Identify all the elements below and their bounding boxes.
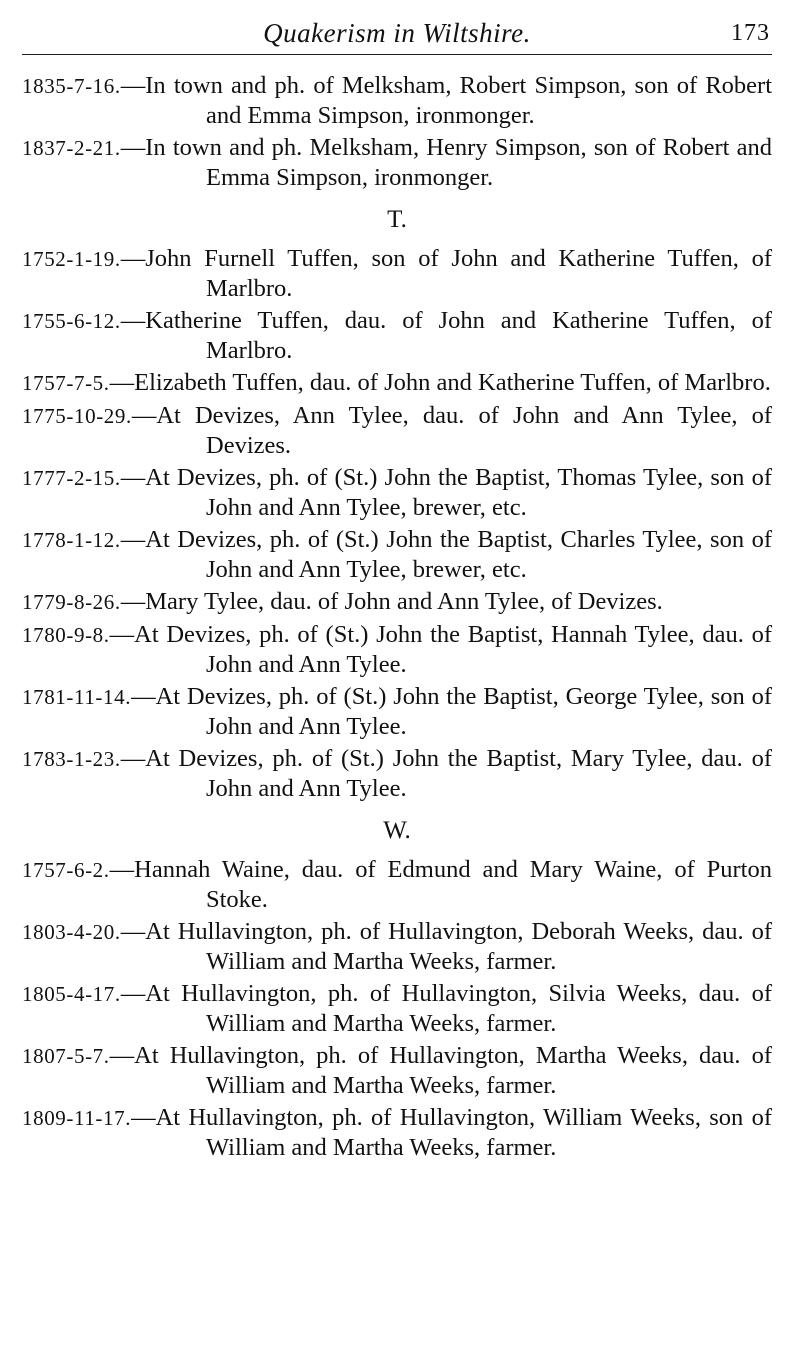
- section-heading: T.: [387, 206, 407, 233]
- entry-text: —Mary Tylee, dau. of John and Ann Tylee, of Devizes.: [120, 588, 663, 615]
- entry-text: —At Devizes, Ann Tylee, dau. of John and Ann Tylee, of Devizes.: [131, 402, 772, 459]
- running-head: [22, 14, 772, 55]
- register-entry: [22, 682, 772, 741]
- register-entry: [22, 855, 772, 914]
- entry-date: 1809-11-17.: [22, 1106, 132, 1130]
- register-entry: [22, 979, 772, 1038]
- entry-text: —At Devizes, ph. of (St.) John the Baptist, Hannah Tylee, dau. of John and Ann Tylee.: [109, 621, 772, 678]
- entry-text: —At Devizes, ph. of (St.) John the Baptist, George Tylee, son of John and Ann Tylee.: [131, 683, 772, 740]
- register-entry: [22, 401, 772, 460]
- entry-text: —Elizabeth Tuffen, dau. of John and Katherine Tuffen, of Marlbro.: [109, 369, 771, 396]
- entry-date: 1835-7-16.: [22, 74, 121, 98]
- register-entry: [22, 917, 772, 976]
- entry-date: 1757-6-2.: [22, 858, 110, 882]
- entry-text: —At Hullavington, ph. of Hullavington, Deborah Weeks, dau. of William and Martha Weeks, farmer.: [120, 918, 772, 975]
- entry-text: —At Hullavington, ph. of Hullavington, William Weeks, son of William and Martha Weeks, farmer.: [131, 1104, 772, 1161]
- register-entry: [22, 71, 772, 130]
- register-entry: [22, 525, 772, 584]
- entry-text: —At Devizes, ph. of (St.) John the Baptist, Charles Tylee, son of John and Ann Tylee, brewer, etc.: [120, 526, 772, 583]
- page-number: 173: [731, 20, 770, 46]
- register-entry: [22, 306, 772, 365]
- entry-list: [22, 71, 772, 1162]
- register-entry: [22, 1041, 772, 1100]
- entry-text: —At Devizes, ph. of (St.) John the Baptist, Mary Tylee, dau. of John and Ann Tylee.: [120, 745, 772, 802]
- entry-date: 1752-1-19.: [22, 247, 121, 271]
- entry-text: —At Hullavington, ph. of Hullavington, Silvia Weeks, dau. of William and Martha Weeks, farmer.: [120, 980, 772, 1037]
- entry-date: 1775-10-29.: [22, 404, 132, 428]
- entry-date: 1780-9-8.: [22, 623, 110, 647]
- entry-date: 1777-2-15.: [22, 466, 121, 490]
- entry-date: 1757-7-5.: [22, 371, 110, 395]
- entry-text: —In town and ph. Melksham, Henry Simpson, son of Robert and Emma Simpson, ironmonger.: [120, 134, 772, 191]
- entry-text: —Hannah Waine, dau. of Edmund and Mary Waine, of Purton Stoke.: [109, 856, 772, 913]
- entry-date: 1803-4-20.: [22, 920, 121, 944]
- entry-date: 1781-11-14.: [22, 685, 132, 709]
- running-title: Quakerism in Wiltshire.: [263, 18, 531, 48]
- entry-text: —In town and ph. of Melksham, Robert Simpson, son of Robert and Emma Simpson, ironmonger.: [120, 72, 772, 129]
- register-entry: [22, 244, 772, 303]
- entry-date: 1778-1-12.: [22, 528, 121, 552]
- entry-date: 1779-8-26.: [22, 590, 121, 614]
- entry-text: —Katherine Tuffen, dau. of John and Katherine Tuffen, of Marlbro.: [120, 307, 772, 364]
- entry-text: —At Devizes, ph. of (St.) John the Baptist, Thomas Tylee, son of John and Ann Tylee, brewer, etc.: [120, 464, 772, 521]
- entry-date: 1783-1-23.: [22, 747, 121, 771]
- register-entry: [22, 368, 772, 398]
- entry-text: —At Hullavington, ph. of Hullavington, Martha Weeks, dau. of William and Martha Weeks, farmer.: [109, 1042, 772, 1099]
- register-entry: [22, 620, 772, 679]
- register-entry: [22, 463, 772, 522]
- section-heading: W.: [383, 817, 411, 844]
- entry-text: —John Furnell Tuffen, son of John and Katherine Tuffen, of Marlbro.: [120, 245, 772, 302]
- entry-date: 1837-2-21.: [22, 136, 121, 160]
- register-entry: [22, 133, 772, 192]
- entry-date: 1755-6-12.: [22, 309, 121, 333]
- register-entry: [22, 744, 772, 803]
- register-entry: [22, 587, 772, 617]
- entry-date: 1805-4-17.: [22, 982, 121, 1006]
- entry-date: 1807-5-7.: [22, 1044, 110, 1068]
- register-entry: [22, 1103, 772, 1162]
